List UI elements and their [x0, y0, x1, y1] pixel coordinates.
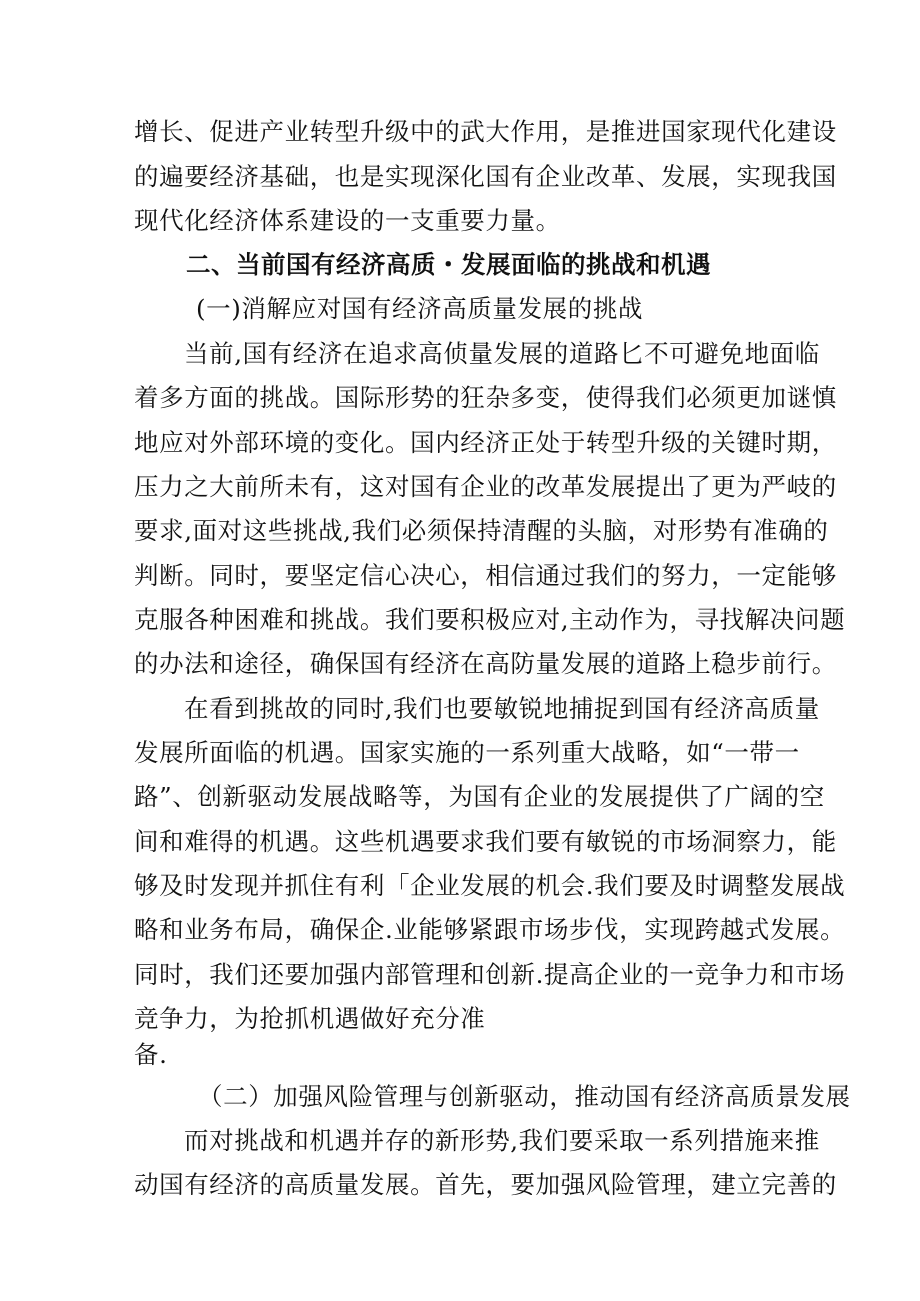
body-line: 够及时发现并抓住有利「企业发展的机会.我们要及时调整发展战	[134, 871, 846, 900]
subsection-heading: (一)消解应对国有经济高质量发展的挑战	[196, 294, 644, 323]
body-line: 着多方面的挑战。国际形势的狂杂多变，使得我们必须更加谜慎	[134, 383, 837, 412]
body-line: 备.	[134, 1040, 168, 1069]
body-line: 压力之大前所未有，这对国有企业的改革发展提出了更为严岐的	[134, 472, 837, 501]
body-line: 发展所面临的机遇。国家实施的一系列重大战略，如“一带一	[134, 738, 800, 767]
body-line: 而对挑战和机遇并存的新形势,我们要采取一系列措施来推	[184, 1126, 820, 1155]
body-line: 克服各种困难和挑战。我们要积极应对,主动作为，寻找解决问题	[134, 605, 846, 634]
body-line: 当前,国有经济在追求高侦量发展的道路匕不可避免地面临	[184, 339, 820, 368]
subsection-heading: （二）加强风险管理与创新驱动，推动国有经济高质景发展	[198, 1082, 851, 1111]
body-line: 现代化经济体系建设的一支重要力量。	[134, 206, 561, 235]
body-line: 的遍要经济基础，也是实现深化国有企业改革、发展，实现我国	[134, 162, 837, 191]
body-line: 同时，我们还要加强内部管理和创新.提高企业的一竞争力和市场	[134, 960, 846, 989]
body-line: 增长、促进产业转型升级中的武大作用，是推进国家现代化建设	[134, 117, 837, 146]
body-line: 要求,面对这些挑战,我们必须保持清醒的头脑，对形势有准确的	[134, 516, 829, 545]
body-line: 略和业务布局，确保企.业能够紧跟市场步伐，实现跨越式发展。	[134, 915, 846, 944]
body-line: 的办法和途径，确保国有经济在高防量发展的道路上稳步前行。	[134, 649, 837, 678]
body-line: 在看到挑故的同时,我们也要敏锐地捕捉到国有经济高质量	[184, 694, 820, 723]
body-line: 路”、创新驱动发展战略等，为国有企业的发展提供了广阔的空	[134, 782, 825, 811]
body-line: 间和难得的机遇。这些机遇要求我们要有敏锐的市场洞察力，能	[134, 827, 837, 856]
body-line: 动国有经济的高质量发展。首先，要加强风险管理，建立完善的	[134, 1170, 837, 1199]
body-line: 竞争力，为抢抓机遇做好充分准	[134, 1004, 486, 1033]
section-heading: 二、当前国有经济高质・发展面临的挑战和机遇	[186, 250, 711, 279]
body-line: 判断。同时，要坚定信心决心，相信通过我们的努力，一定能够	[134, 561, 837, 590]
body-line: 地应对外部环境的变化。国内经济正处于转型升级的关键时期，	[134, 428, 837, 457]
